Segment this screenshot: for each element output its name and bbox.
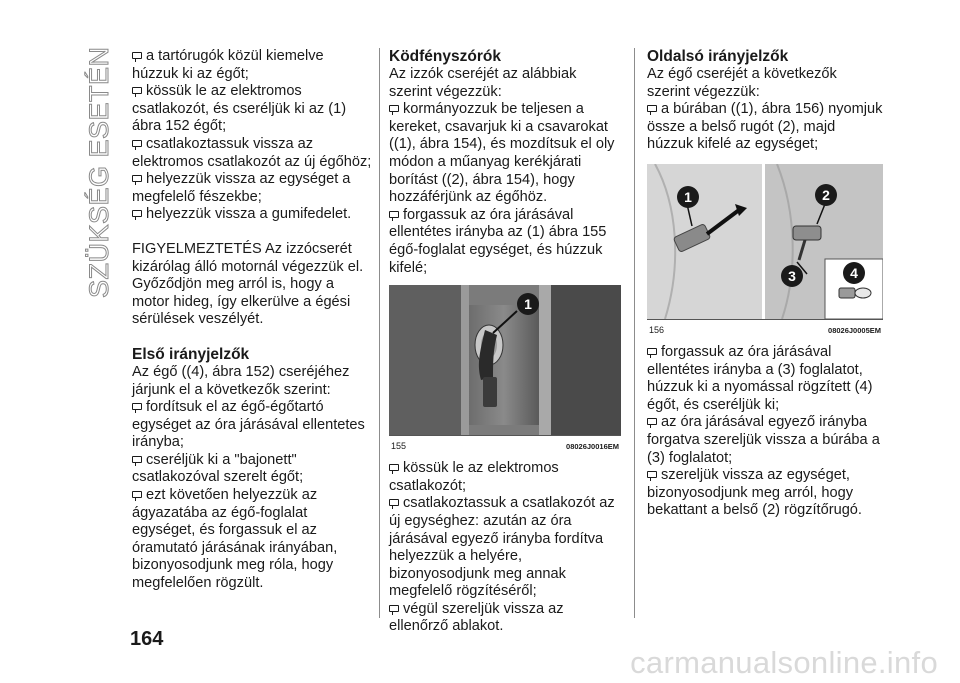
bullet-icon [647, 348, 657, 355]
section-heading: Oldalsó irányjelzők [647, 48, 789, 65]
figure-155 [389, 285, 621, 450]
callout-3: 3 [781, 265, 803, 287]
bullet-item: az óra járásával egyező irányba forgatva szereljük vissza a búrába a (3) foglalatot; [647, 414, 880, 466]
bullet-item: helyezzük vissza a gumifedelet. [132, 206, 372, 224]
figure-code: 08026J0016EM [566, 442, 619, 452]
warning-text: FIGYELMEZTETÉS Az izzócserét kizárólag álló motornál végezzük el. Győződjön meg arról is, hogy a motor hideg, így elkerülve a égési sérülések veszélyét. [132, 240, 364, 328]
bullet-icon [389, 605, 399, 612]
column-separator [379, 48, 380, 618]
column-2 [389, 48, 621, 636]
figure-caption [389, 435, 621, 450]
bullet-item: kormányozzuk be teljesen a kereket, csavarjuk ki a csavarokat ((1), ábra 154), és mozdítsuk el oly módon a műanyag kerékjárati borítást ((2), ábra 154), hogy hozzáférjünk az égőhöz. [389, 101, 615, 206]
bullet-item: a tartórugók közül kiemelve húzzuk ki az égőt; [132, 48, 324, 82]
column-1 [132, 48, 372, 593]
bullet-icon [389, 105, 399, 112]
bullet-item: fordítsuk el az égő-égőtartó egységet az óra járásával ellentetes irányba; [132, 399, 365, 451]
bullet-item: ezt követően helyezzük az ágyazatába az égő-foglalat egységet, és forgassuk el az óramutató járásának irányában, bizonyosodjunk meg róla, hogy megfelelően rögzült. [132, 487, 338, 592]
fog-lamp-illustration [389, 285, 621, 435]
bullet-icon [132, 175, 142, 182]
callout-1: 1 [517, 293, 539, 315]
bullet-icon [647, 418, 657, 425]
bullet-item: cseréljük ki a "bajonett" csatlakozóval szerelt égőt; [132, 451, 304, 486]
bullet-icon [647, 471, 657, 478]
figure-code: 08026J0005EM [828, 325, 881, 335]
bullet-item: csatlakoztassuk a csatlakozót az új egységhez: azután az óra járásával egyező irányba fordítva helyezzük a helyére, bizonyosodjunk meg annak megfelelő rögzítéséről; [389, 495, 615, 600]
bullet-item: forgassuk az óra járásával ellentétes irányba a (3) foglalatot, húzzuk ki a nyomással rögzített (4) égőt, és cseréljük ki; [647, 343, 873, 413]
section-side-title [78, 40, 118, 300]
bullet-item: csatlakoztassuk vissza az elektromos csatlakozót az új égőhöz; [132, 135, 372, 170]
figure-number: 156 [649, 324, 665, 335]
bullet-icon [132, 456, 142, 463]
bullet-icon [647, 105, 657, 112]
column-3 [647, 48, 883, 520]
callout-1: 1 [677, 186, 699, 208]
bullet-item: szereljük vissza az egységet, bizonyosodjunk meg arról, hogy bekattant a belső (2) rögzítőrugó. [647, 467, 862, 519]
bullet-item: forgassuk az óra járásával ellentétes irányba az (1) ábra 155 égő-foglalat egységet, és húzzuk kifelé; [389, 206, 607, 276]
figure-156 [647, 164, 883, 334]
callout-2: 2 [815, 184, 837, 206]
bullet-icon [132, 87, 142, 94]
intro-text: Az égő ((4), ábra 152) cseréjéhez járjunk el a következők szerint: [132, 363, 350, 398]
bullet-item: kössük le az elektromos csatlakozót, és cseréljük ki az (1) ábra 152 égőt; [132, 83, 347, 135]
bullet-icon [132, 52, 142, 59]
bullet-icon [132, 403, 142, 410]
section-title-text: SZÜKSÉG ESETÉN [84, 46, 114, 298]
page-number: 164 [130, 628, 164, 650]
bullet-item: végül szereljük vissza az ellenőrző ablakot. [389, 600, 564, 635]
column-separator [634, 48, 635, 618]
bullet-item: kössük le az elektromos csatlakozót; [389, 460, 559, 494]
figure-number: 155 [391, 441, 407, 452]
section-heading: Ködfényszórók [389, 48, 501, 65]
intro-text: Az égő cseréjét a következők szerint végezzük: [647, 66, 837, 100]
bullet-item: a búrában ((1), ábra 156) nyomjuk össze a belső rugót (2), majd húzzuk kifelé az egységet; [647, 101, 883, 153]
bullet-icon [132, 140, 142, 147]
callout-4: 4 [843, 262, 865, 284]
bullet-icon [389, 464, 399, 471]
section-heading: Első irányjelzők [132, 345, 250, 363]
bullet-icon [389, 211, 399, 218]
watermark: carmanualsonline.info [630, 645, 938, 680]
bullet-icon [389, 499, 399, 506]
figure-caption [647, 319, 883, 334]
bullet-item: helyezzük vissza az egységet a megfelelő fészekbe; [132, 171, 351, 205]
bullet-icon [132, 210, 142, 217]
bullet-icon [132, 491, 142, 498]
intro-text: Az izzók cseréjét az alábbiak szerint végezzük: [389, 66, 577, 100]
